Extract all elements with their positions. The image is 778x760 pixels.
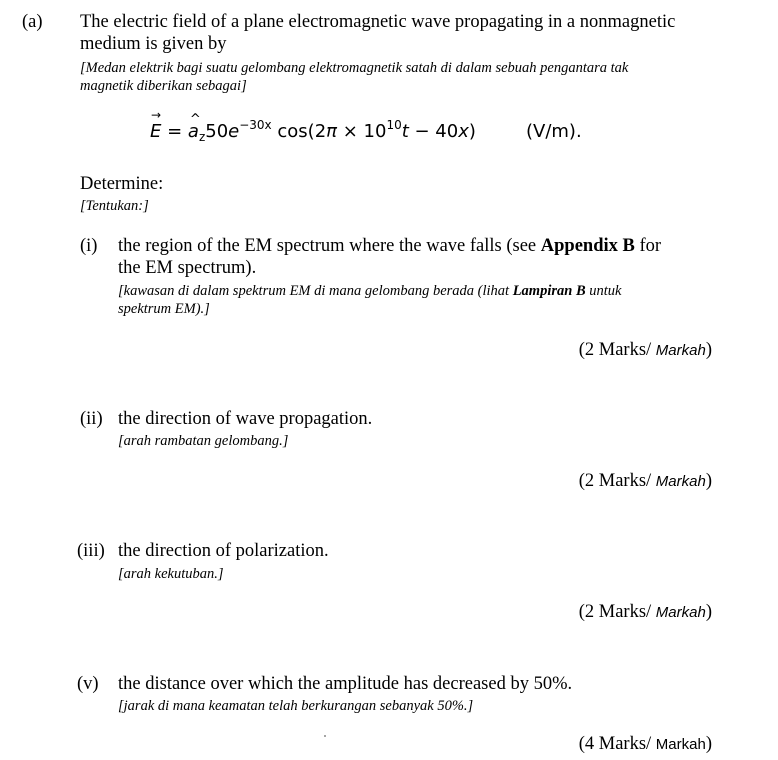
unit-vector-symbol: ^ a (188, 121, 199, 142)
part-i-translation-line-1: [kawasan di dalam spektrum EM di mana gelombang berada (lihat Lampiran B untuk (118, 283, 622, 299)
amplitude-coefficient: 50 (205, 121, 229, 142)
part-ii-text: the direction of wave propagation. (118, 409, 373, 429)
lampiran-b-ref: Lampiran B (512, 283, 586, 299)
part-ii-number: (ii) (80, 409, 103, 429)
frequency-power: 10 (386, 118, 402, 132)
e-field-vector-symbol: → E (150, 121, 161, 142)
time-variable: t (401, 121, 409, 142)
x-variable: x (458, 121, 469, 142)
part-i-text-line-1: the region of the EM spectrum where the wave falls (see Appendix B for (118, 236, 662, 256)
intro-line-2: medium is given by (80, 34, 227, 54)
scan-speck (324, 735, 326, 737)
equation-units: (V/m). (526, 121, 582, 142)
part-v-marks: (4 Marks/ Markah) (578, 734, 712, 754)
appendix-b-ref: Appendix B (540, 236, 635, 256)
intro-line-1: The electric field of a plane electromagnetic wave propagating in a nonmagnetic (80, 12, 676, 32)
part-iii-text: the direction of polarization. (118, 541, 329, 561)
part-i-number: (i) (80, 236, 98, 256)
intro-translation-line-1: [Medan elektrik bagi suatu gelombang elektromagnetik satah di dalam sebuah pengantara tak (80, 60, 629, 76)
part-v-number: (v) (77, 674, 99, 694)
close-paren: ) (468, 121, 476, 142)
equals-sign: = (161, 121, 188, 142)
part-v-text: the distance over which the amplitude has decreased by 50%. (118, 674, 573, 694)
part-iii-translation: [arah kekutuban.] (118, 566, 224, 582)
exponential-power: −30x (239, 118, 272, 132)
unit-vector-subscript: z (198, 130, 206, 144)
part-i-translation-line-2: spektrum EM).] (118, 301, 210, 317)
determine-heading: Determine: (80, 174, 164, 194)
times-ten: × 10 (337, 121, 387, 142)
question-label: (a) (22, 12, 43, 32)
part-i-text-line-2: the EM spectrum). (118, 258, 257, 278)
part-i-marks: (2 Marks/ Markah) (578, 340, 712, 360)
part-ii-marks: (2 Marks/ Markah) (578, 471, 712, 491)
cos-function: cos(2 (271, 121, 327, 142)
intro-translation-line-2: magnetik diberikan sebagai] (80, 78, 247, 94)
minus-term: − 40 (408, 121, 459, 142)
part-ii-translation: [arah rambatan gelombang.] (118, 433, 289, 449)
determine-translation: [Tentukan:] (80, 198, 149, 214)
part-iii-number: (iii) (77, 541, 105, 561)
pi-symbol: π (326, 121, 337, 142)
exponential-base: e (228, 121, 240, 142)
electric-field-equation (150, 118, 476, 144)
part-iii-marks: (2 Marks/ Markah) (578, 602, 712, 622)
part-v-translation: [jarak di mana keamatan telah berkurangan sebanyak 50%.] (118, 698, 474, 714)
